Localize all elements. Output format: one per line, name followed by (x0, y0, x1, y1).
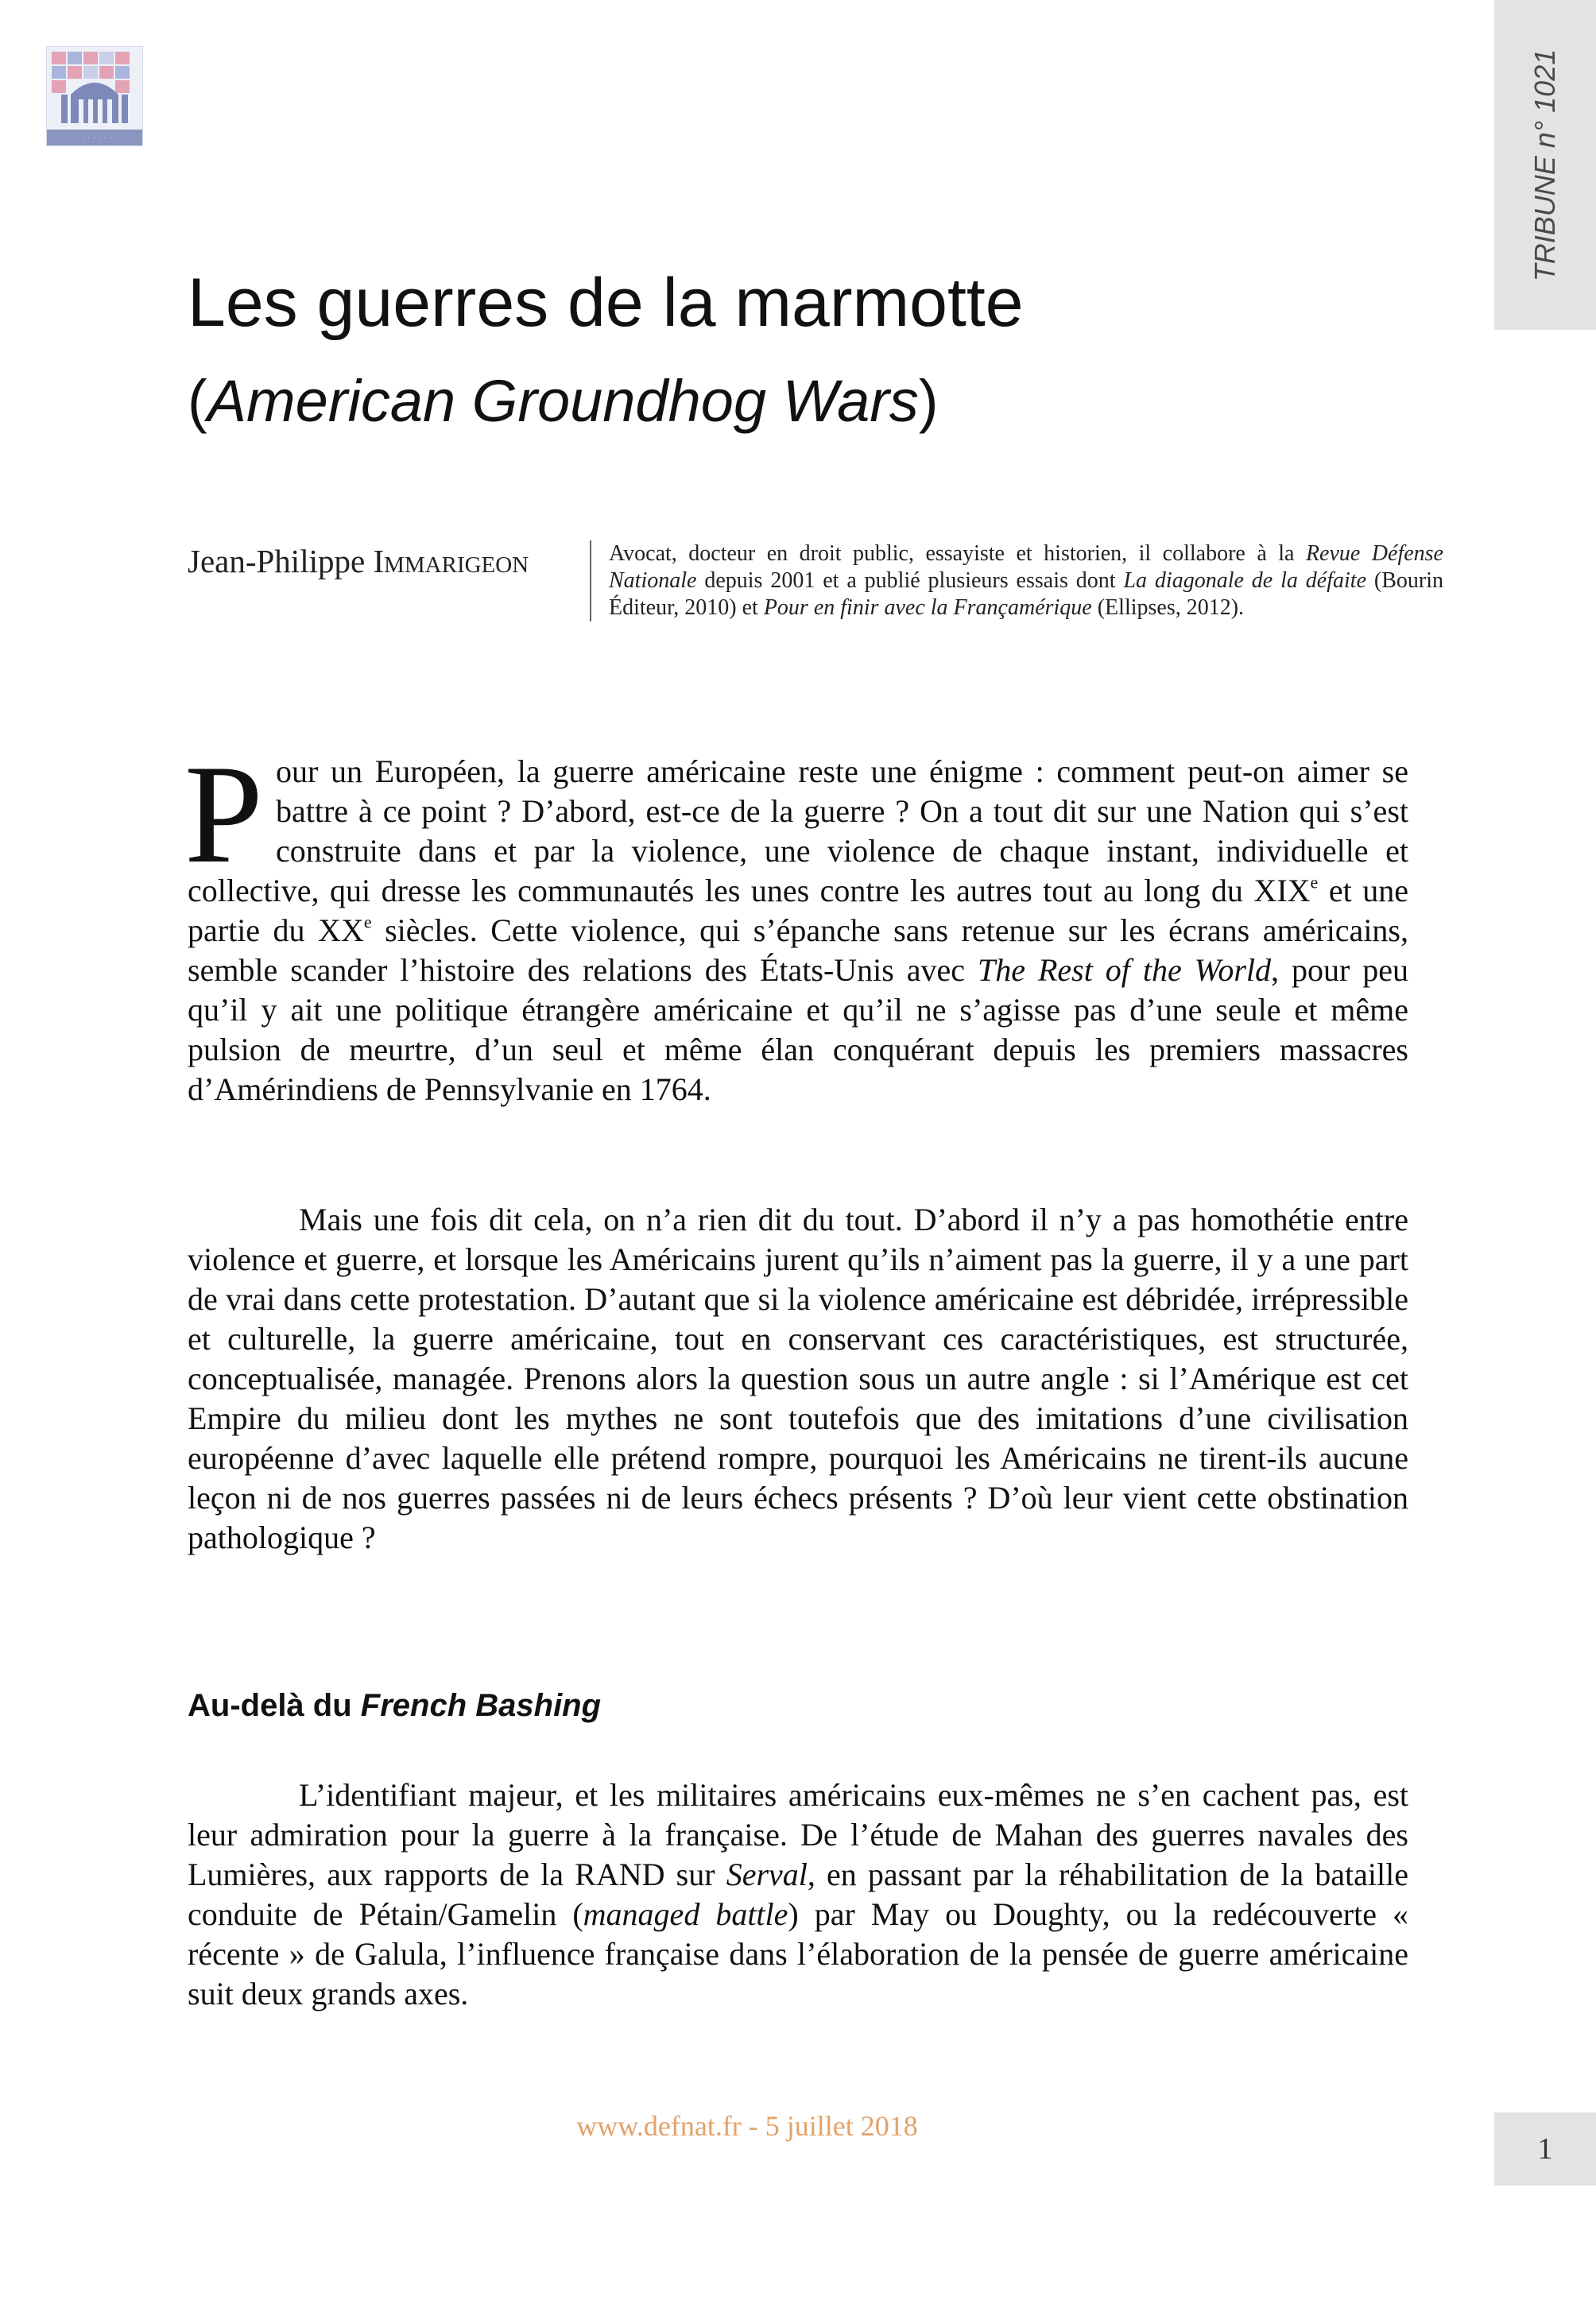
logo-emblem (47, 47, 142, 130)
heading-italic: French Bashing (360, 1688, 602, 1723)
second-paragraph: Mais une fois dit cela, on n’a rien dit du tout. D’abord il n’y a pas homothétie entre violence et guerre, et lorsque les Américains jurent qu’ils n’aiment pas la guerre, il y a une part de vrai dans cette protestation. D’autant que si la violence américaine est débridée, irrépressible et culturelle, la guerre américaine, tout en conservant ces caractéristiques, est structurée, conceptualisée, managée. Prenons alors la question sous un autre angle : si l’Amérique est cet Empire du milieu dont les mythes ne sont toutefois que des imitations d’une civilisation européenne d’avec laquelle elle prétend rompre, pourquoi les Américains ne tirent-ils aucune leçon ni de nos guerres passées ni de leurs échecs présents ? D’où leur vient cette obstination pathologique ? (188, 1202, 1408, 1555)
drop-cap: P (184, 735, 263, 893)
paragraph-text: siècles. Cette violence, qui s’épanche sans retenue sur les écrans américains, semble scander l’histoire des relations des États-Unis avec (188, 912, 1408, 988)
subtitle-italic: American Groundhog Wars (207, 368, 919, 434)
bio-italic: Pour en finir avec la Françamérique (763, 595, 1092, 620)
bio-text: (Bourin Éditeur, 2010) et (609, 568, 1443, 620)
paragraph-text: et une partie du XX (188, 873, 1408, 948)
paragraph-text: , pour peu qu’il y ait une politique étrangère américaine et qu’il ne s’agisse pas d’une seule et même pulsion de meurtre, d’un seul et même élan conquérant depuis les premiers massacres d’Amérindiens de Pennsylvanie en 1764. (188, 952, 1408, 1107)
subtitle-close-paren: ) (918, 368, 939, 434)
page-title: Les guerres de la marmotte (188, 265, 1024, 341)
publication-logo (46, 46, 143, 146)
author-first-name: Jean-Philippe (188, 543, 374, 579)
bio-italic: Revue Défense Nationale (609, 541, 1443, 593)
tribune-label: TRIBUNE n° 1021 (1528, 48, 1561, 282)
superscript: e (1310, 872, 1319, 893)
bio-text: Avocat, docteur en droit public, essayiste et historien, il collabore à la (609, 541, 1306, 566)
paragraph-italic: managed battle (583, 1896, 788, 1932)
page-subtitle (188, 368, 939, 434)
bio-text: (Ellipses, 2012). (1091, 595, 1245, 620)
issue-sidebar-tab (1494, 0, 1596, 330)
author-bio (590, 540, 1443, 621)
footer-link[interactable]: www.defnat.fr - 5 juillet 2018 (576, 2110, 918, 2142)
superscript: e (363, 912, 372, 932)
logo-band: · · · · · · · (47, 130, 142, 145)
subtitle-open-paren: ( (188, 368, 207, 434)
page-number: 1 (1494, 2112, 1596, 2186)
author-name (188, 542, 529, 580)
intro-paragraph (184, 735, 1408, 1109)
bio-italic: La diagonale de la défaite (1123, 568, 1366, 593)
paragraph-italic: Serval (726, 1857, 808, 1892)
heading-text: Au-delà du (188, 1688, 361, 1723)
author-last-name: Immarigeon (373, 543, 529, 579)
paragraph-text: , en passant par la réhabilitation de la bataille conduite de Pétain/Gamelin ( (188, 1857, 1409, 1932)
bio-text: depuis 2001 et a publié plusieurs essais dont (696, 568, 1124, 593)
paragraph-italic: The Rest of the World (978, 952, 1272, 988)
paragraph-text: L’identifiant majeur, et les militaires américains eux-mêmes ne s’en cachent pas, est leur admiration pour la guerre à la française. De l’étude de Mahan des guerres navales des Lumières, aux rapports de la RAND sur (188, 1777, 1408, 1892)
section-heading (188, 1688, 601, 1724)
paragraph-text: our un Européen, la guerre américaine reste une énigme : comment peut-on aimer se battre à ce point ? D’abord, est-ce de la guerre ? On a tout dit sur une Nation qui s’est construite dans et par la violence, une violence de chaque instant, individuelle et collective, qui dresse les communautés les unes contre les autres tout au long du XIX (188, 753, 1408, 908)
paragraph-text: ) par May ou Doughty, ou la redécouverte « récente » de Galula, l’influence française dans l’élaboration de la pensée de guerre américaine suit deux grands axes. (188, 1896, 1409, 2012)
section-paragraph (188, 1775, 1408, 2014)
